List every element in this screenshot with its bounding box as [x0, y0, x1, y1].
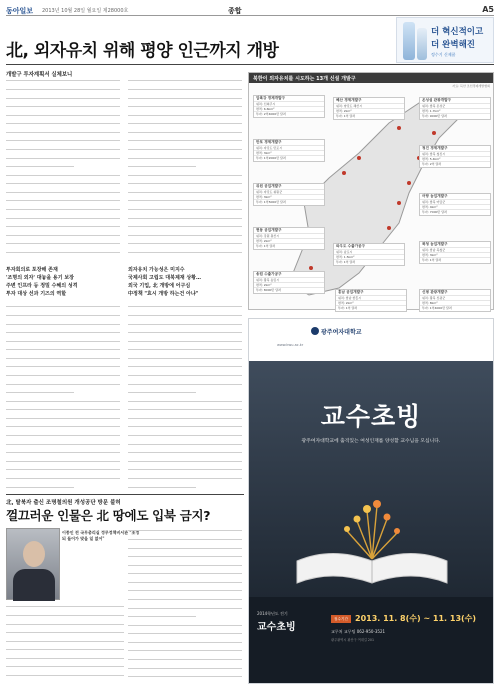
zone-detail: 위치: 강원 원산시 — [254, 233, 324, 238]
zone-name: 신평 관광개발구 — [422, 290, 448, 294]
zone-box — [419, 241, 491, 264]
text-line — [128, 384, 242, 390]
zone-name: 현동 공업개발구 — [256, 228, 282, 232]
text-line — [6, 200, 120, 206]
text-line — [128, 149, 242, 155]
text-line — [6, 80, 120, 86]
ad-year-line: 2014학년도 전기 — [257, 611, 288, 616]
text-line — [6, 392, 74, 398]
lead-subhead: 개발구 투자계획서 실체보니 — [6, 72, 73, 78]
ad-footer — [249, 597, 493, 683]
open-book-icon — [287, 491, 457, 591]
text-line — [6, 632, 124, 638]
text-line — [6, 349, 120, 355]
text-line — [128, 332, 242, 338]
text-line — [128, 80, 242, 86]
zone-detail: 위치: 황북 신평군 — [420, 295, 490, 300]
text-line — [6, 658, 124, 664]
zone-detail: 위치: 함북 어랑군 — [420, 199, 490, 204]
text-line — [6, 209, 120, 215]
ad-line-3: 정수기 신제품 — [431, 52, 456, 57]
page-number: A5 — [482, 5, 494, 14]
zone-detail: 면적: 8km² — [420, 300, 490, 305]
text-line — [128, 358, 242, 364]
ad-tagline: 광주여자대학교에 출격있는 여성인재를 양성할 교수님을 모십니다. — [301, 439, 441, 444]
issue-date: 2013년 10월 28일 월요일 제28000호 — [42, 8, 129, 14]
zone-detail: 면적: 3km² — [254, 150, 324, 155]
text-line — [6, 418, 120, 424]
zone-detail: 면적: 5.4km² — [420, 156, 490, 161]
text-line — [6, 324, 120, 330]
text-line — [128, 565, 242, 571]
text-line — [128, 209, 242, 215]
text-line — [128, 218, 242, 224]
zone-detail: 투자: 1억4000만 달러 — [420, 305, 490, 310]
zone-name: 흥남 공업개발구 — [338, 290, 364, 294]
text-line — [6, 89, 120, 95]
text-line — [128, 668, 242, 674]
university-emblem-icon — [311, 327, 319, 335]
zone-detail: 투자: 1억 달러 — [254, 243, 324, 248]
zone-marker — [397, 126, 401, 130]
text-line — [6, 183, 120, 189]
product-bottle-icon — [417, 28, 427, 60]
text-line — [6, 226, 120, 232]
text-line — [6, 235, 120, 241]
photo-caption: 이종인 전 국무총리실 정무정책비서관 "조정되 들어가 맞을 일 없어" — [62, 530, 140, 541]
text-line — [128, 461, 242, 467]
zone-name: 위원 공업개발구 — [256, 184, 282, 188]
zone-detail: 투자: 1억5000만 달러 — [254, 199, 324, 204]
zone-box — [419, 289, 491, 312]
zone-detail: 투자: 1억2000만 달러 — [254, 155, 324, 160]
text-line — [6, 332, 120, 338]
zone-detail: 면적: 2km² — [254, 282, 324, 287]
map-title: 북한이 외자유치를 시도하는 13개 신설 개발구 — [249, 73, 493, 83]
body-column-2 — [128, 78, 242, 260]
zone-box — [419, 97, 491, 120]
second-story-headline: 껄끄러운 인물은 北 땅에도 입북 금지? — [6, 508, 211, 523]
zone-detail: 위치: 신의주시 — [254, 101, 324, 106]
text-line — [128, 243, 242, 249]
text-line — [6, 166, 74, 172]
zone-detail: 투자: 2억4000만 달러 — [254, 111, 324, 116]
zone-box — [419, 145, 491, 168]
text-line — [128, 349, 242, 355]
text-line — [6, 444, 120, 450]
text-line — [6, 218, 120, 224]
text-line — [6, 469, 120, 475]
text-line — [128, 590, 242, 596]
zone-marker — [387, 226, 391, 230]
zone-detail: 투자: 1억 달러 — [336, 305, 406, 310]
text-line — [128, 175, 242, 181]
zone-box — [253, 183, 325, 206]
zone-detail: 면적: 2km² — [254, 238, 324, 243]
application-period: 2013. 11. 8(수) ~ 11. 13(수) — [355, 614, 477, 623]
zone-name: 온성섬 관광개발구 — [422, 98, 452, 102]
zone-box — [253, 95, 325, 118]
zone-detail: 위치: 함남 함흥시 — [336, 295, 406, 300]
text-line — [6, 252, 120, 258]
text-line — [128, 582, 242, 588]
zone-detail: 위치: 황북 송림시 — [254, 277, 324, 282]
zone-name: 와우도 수출가공구 — [336, 244, 366, 248]
text-line — [6, 649, 124, 655]
zone-name: 혜산 경제개발구 — [336, 98, 362, 102]
product-bottle-icon — [403, 22, 415, 60]
text-line — [128, 659, 242, 665]
text-line — [6, 452, 120, 458]
story-divider — [6, 494, 244, 495]
address: 광주광역시 광산구 여대길 201 — [331, 638, 374, 642]
text-line — [128, 401, 242, 407]
zone-detail: 면적: 1.7km² — [420, 108, 490, 113]
side-headline-line: 中정책 "효시 개방 하는건 아냐" — [128, 291, 199, 297]
text-line — [6, 666, 124, 672]
zone-detail: 투자: 9000만 달러 — [420, 113, 490, 118]
map-source-note: 자료: 북한 조선경제개발협회 — [452, 84, 490, 88]
side-headline-line: 국제사회 고립도 대북제재 상황… — [128, 275, 202, 281]
text-line — [128, 539, 242, 545]
second-story-body-right — [128, 528, 242, 686]
zone-marker — [397, 201, 401, 205]
text-line — [6, 306, 120, 312]
side-headline-line: 외자유치 가능성은 미지수 — [128, 267, 185, 273]
university-ad[interactable] — [248, 318, 494, 684]
zone-box — [253, 271, 325, 294]
side-headline-line: 투자 대상 선과 기즈의 역할 — [6, 291, 67, 297]
text-line — [128, 530, 242, 536]
ad-hero — [249, 361, 493, 597]
text-line — [6, 341, 120, 347]
zone-detail: 면적: 1.5km² — [334, 254, 404, 259]
text-line — [6, 140, 120, 146]
zone-detail: 면적: 2km² — [336, 300, 406, 305]
page-header — [6, 4, 494, 16]
text-line — [128, 676, 242, 682]
text-line — [128, 642, 242, 648]
text-line — [6, 675, 124, 681]
zone-name: 만포 경제개발구 — [256, 140, 282, 144]
zone-box — [335, 289, 407, 312]
text-line — [128, 469, 242, 475]
text-line — [128, 608, 242, 614]
zone-marker — [407, 181, 411, 185]
zone-box — [333, 243, 405, 266]
tail-headline-block — [128, 266, 242, 298]
text-line — [128, 132, 242, 138]
text-line — [128, 183, 242, 189]
zone-detail: 위치: 함북 청진시 — [420, 151, 490, 156]
text-line — [128, 444, 242, 450]
text-line — [128, 123, 242, 129]
text-line — [6, 478, 120, 484]
text-line — [128, 426, 242, 432]
text-line — [128, 98, 242, 104]
zone-detail: 투자: 8000만 달러 — [254, 287, 324, 292]
newspaper-brand: 동아일보 — [6, 7, 34, 15]
text-line — [128, 158, 242, 164]
side-headline-line: 주변 인프라 등 정밀 수혜의 성격 — [6, 283, 78, 289]
ad-line-1: 더 혁신적이고 — [431, 27, 484, 37]
university-url[interactable]: www.kwu.ac.kr — [277, 343, 304, 347]
zones-map-infographic — [248, 72, 494, 310]
text-line — [128, 226, 242, 232]
text-line — [6, 487, 74, 492]
period-badge: 접수기간 — [331, 615, 351, 623]
text-line — [128, 478, 242, 484]
text-line — [128, 252, 242, 258]
text-line — [128, 166, 196, 172]
text-line — [6, 615, 124, 621]
text-line — [6, 175, 120, 181]
text-line — [128, 633, 242, 639]
text-line — [128, 324, 242, 330]
zone-name: 송림 수출가공구 — [256, 272, 282, 276]
text-line — [128, 192, 242, 198]
text-line — [128, 599, 242, 605]
text-line — [6, 243, 120, 249]
zone-detail: 면적: 2km² — [334, 108, 404, 113]
text-line — [128, 315, 242, 321]
text-line — [128, 106, 242, 112]
text-line — [6, 384, 120, 390]
text-line — [6, 401, 120, 407]
body-column-4 — [128, 304, 242, 492]
zone-detail: 면적: 6.6km² — [254, 106, 324, 111]
zone-detail: 면적: 3km² — [420, 252, 490, 257]
text-line — [6, 115, 120, 121]
zone-marker — [342, 171, 346, 175]
zone-marker — [357, 156, 361, 160]
zone-detail: 투자: 1억 달러 — [334, 259, 404, 264]
side-headline-line: '조명의 외자' 대놓을 용기 보장 — [6, 275, 74, 281]
text-line — [128, 625, 242, 631]
zone-name: 북청 농업개발구 — [422, 242, 448, 246]
side-headline-line: 외국 기업, 北 개방에 어구심 — [128, 283, 191, 289]
text-line — [6, 149, 120, 155]
university-name: 광주여자대학교 — [321, 329, 362, 336]
text-line — [6, 606, 124, 612]
text-line — [6, 641, 124, 647]
side-headline-block — [6, 266, 120, 298]
text-line — [128, 375, 242, 381]
text-line — [6, 624, 124, 630]
text-line — [128, 366, 242, 372]
text-line — [128, 140, 242, 146]
ad-title: 교수초빙 — [320, 402, 422, 431]
text-line — [6, 158, 120, 164]
text-line — [128, 452, 242, 458]
zone-detail: 위치: 자강도 만포시 — [254, 145, 324, 150]
ad-line-2: 더 완벽해진 — [431, 40, 476, 50]
zone-marker — [432, 131, 436, 135]
zone-detail: 면적: 3km² — [254, 194, 324, 199]
zone-detail: 위치: 함남 북청군 — [420, 247, 490, 252]
ad-footer-title: 교수초빙 — [257, 622, 296, 633]
zone-box — [253, 139, 325, 162]
contact-info: 교무처 교무팀 062-950-3521 — [331, 629, 386, 634]
zone-detail: 면적: 4km² — [420, 204, 490, 209]
text-line — [128, 89, 242, 95]
zone-detail: 투자: 2억 달러 — [420, 161, 490, 166]
main-headline: 北, 외자유치 위해 평양 인근까지 개방 — [6, 41, 279, 61]
text-line — [128, 409, 242, 415]
text-line — [6, 366, 120, 372]
zone-box — [419, 193, 491, 216]
zone-name: 어랑 농업개발구 — [422, 194, 448, 198]
text-line — [128, 392, 196, 398]
text-line — [6, 461, 120, 467]
text-line — [6, 426, 120, 432]
text-line — [128, 435, 242, 441]
zone-detail: 위치: 자강도 위원군 — [254, 189, 324, 194]
zone-detail: 위치: 양강도 혜산시 — [334, 103, 404, 108]
zone-detail: 위치: 남포시 — [334, 249, 404, 254]
body-column-3 — [6, 304, 120, 492]
text-line — [6, 192, 120, 198]
text-line — [6, 123, 120, 129]
text-line — [128, 200, 242, 206]
text-line — [6, 435, 120, 441]
second-story-kicker: 北, 탈북자 출신 조명철의원 개성공단 방문 불허 — [6, 500, 121, 506]
zone-detail: 투자: 7000만 달러 — [420, 209, 490, 214]
text-line — [6, 106, 120, 112]
zone-box — [333, 97, 405, 120]
zone-box — [253, 227, 325, 250]
text-line — [128, 650, 242, 656]
person-photo — [6, 528, 60, 600]
body-column-1 — [6, 78, 120, 260]
text-line — [128, 573, 242, 579]
text-line — [128, 556, 242, 562]
text-line — [6, 132, 120, 138]
text-line — [128, 235, 242, 241]
text-line — [128, 548, 242, 554]
zone-detail: 투자: 1억 달러 — [334, 113, 404, 118]
second-story-body-left — [6, 604, 124, 686]
text-line — [6, 98, 120, 104]
side-headline-line: 투자회의로 포장해 존재 — [6, 267, 58, 273]
section-name: 종합 — [228, 7, 242, 15]
text-line — [128, 115, 242, 121]
headline-rule — [6, 64, 494, 65]
zone-detail: 투자: 1억 달러 — [420, 257, 490, 262]
text-line — [128, 418, 242, 424]
zone-name: 압록강 경제개발구 — [256, 96, 286, 100]
text-line — [128, 487, 196, 492]
zone-name: 청진 경제개발구 — [422, 146, 448, 150]
text-line — [6, 375, 120, 381]
text-line — [6, 315, 120, 321]
text-line — [128, 616, 196, 622]
zone-marker — [309, 266, 313, 270]
text-line — [6, 409, 120, 415]
text-line — [128, 306, 242, 312]
zone-detail: 위치: 함북 온성군 — [420, 103, 490, 108]
top-right-ad[interactable] — [396, 17, 494, 63]
text-line — [128, 341, 242, 347]
text-line — [6, 358, 120, 364]
